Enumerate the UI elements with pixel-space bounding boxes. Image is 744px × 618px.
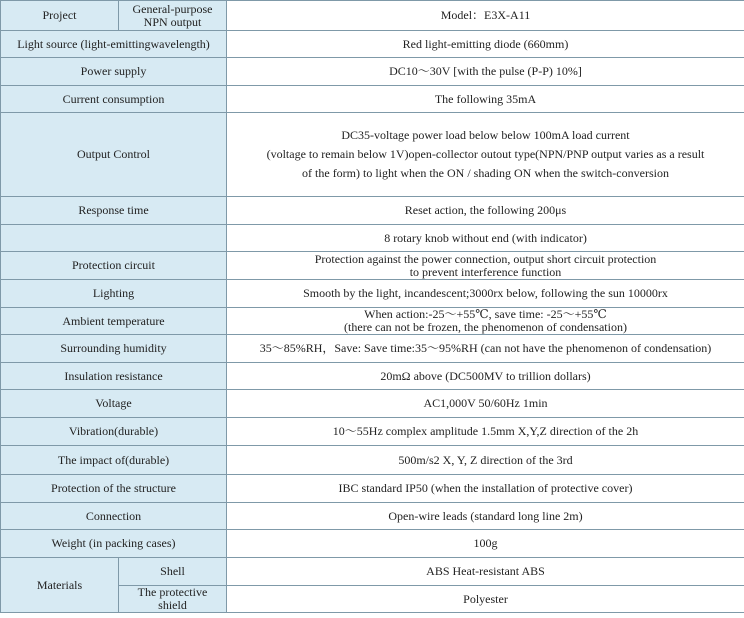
row-value-lighting: Smooth by the light, incandescent;3000rx below, following the sun 10000rx: [227, 280, 744, 308]
table-row: [1, 390, 744, 418]
row-value-response-time: Reset action, the following 200μs: [227, 197, 744, 225]
materials-label: Materials: [1, 558, 119, 613]
row-label-ambient-temperature: Ambient temperature: [1, 308, 227, 335]
table-row: [1, 1, 744, 31]
table-row: [1, 446, 744, 475]
row-value-surrounding-humidity: 35～85%RH，Save: Save time:35～95%RH (can not have the phenomenon of condensation): [227, 335, 744, 363]
table-row: [1, 113, 744, 197]
row-value-vibration: 10～55Hz complex amplitude 1.5mm X,Y,Z direction of the 2h: [227, 418, 744, 446]
table-row: [1, 418, 744, 446]
table-row: [1, 58, 744, 86]
table-row: [1, 530, 744, 558]
row-value-current-consumption: The following 35mA: [227, 86, 744, 113]
row-value-power-supply: DC10～30V [with the pulse (P-P) 10%]: [227, 58, 744, 86]
row-value-impact: 500m/s2 X, Y, Z direction of the 3rd: [227, 446, 744, 475]
table-row: [1, 252, 744, 280]
protection-circuit-line: to prevent interference function: [409, 264, 562, 279]
table-row: [1, 363, 744, 390]
row-label-power-supply: Power supply: [1, 58, 227, 86]
header-output-type: General-purpose NPN output: [119, 1, 227, 31]
model-value: Model：E3X-A11: [227, 1, 744, 31]
row-label-response-time: Response time: [1, 197, 227, 225]
materials-shell-value: ABS Heat-resistant ABS: [227, 558, 744, 586]
table-row: [1, 31, 744, 58]
row-label-lighting: Lighting: [1, 280, 227, 308]
row-value-protection-circuit: [227, 252, 744, 280]
row-value-protection-structure: IBC standard IP50 (when the installation of protective cover): [227, 475, 744, 503]
table-row: [1, 335, 744, 363]
materials-shield-label: The protective shield: [119, 586, 227, 613]
row-label-protection-structure: Protection of the structure: [1, 475, 227, 503]
row-value-connection: Open-wire leads (standard long line 2m): [227, 503, 744, 530]
ambient-temperature-line: When action:-25～+55℃, save time: -25～+55℃: [364, 307, 607, 321]
row-label-voltage: Voltage: [1, 390, 227, 418]
row-value-voltage: AC1,000V 50/60Hz 1min: [227, 390, 744, 418]
row-label-sensitivity: [1, 225, 227, 252]
materials-shield-value: Polyester: [227, 586, 744, 613]
protection-circuit-line: Protection against the power connection, output short circuit protection: [314, 251, 657, 266]
table-row: [1, 558, 744, 586]
table-row: [1, 86, 744, 113]
ambient-temperature-line: (there can not be frozen, the phenomenon of condensation): [344, 320, 627, 334]
row-label-protection-circuit: Protection circuit: [1, 252, 227, 280]
row-value-insulation-resistance: 20mΩ above (DC500MV to trillion dollars): [227, 363, 744, 390]
table-row: [1, 475, 744, 503]
row-label-impact: The impact of(durable): [1, 446, 227, 475]
row-value-ambient-temperature: [227, 308, 744, 335]
output-control-line: DC35-voltage power load below below 100mA load current: [341, 128, 630, 142]
row-label-insulation-resistance: Insulation resistance: [1, 363, 227, 390]
row-label-output-control: Output Control: [1, 113, 227, 197]
table-row: [1, 503, 744, 530]
table-row: [1, 225, 744, 252]
header-project-label: Project: [1, 1, 119, 31]
row-label-weight: Weight (in packing cases): [1, 530, 227, 558]
table-row: [1, 197, 744, 225]
row-value-output-control: [227, 113, 744, 197]
row-label-current-consumption: Current consumption: [1, 86, 227, 113]
row-label-vibration: Vibration(durable): [1, 418, 227, 446]
table-row: [1, 280, 744, 308]
row-value-weight: 100g: [227, 530, 744, 558]
row-label-surrounding-humidity: Surrounding humidity: [1, 335, 227, 363]
output-control-line: (voltage to remain below 1V)open-collector outout type(NPN/PNP output varies as a result: [266, 147, 705, 161]
row-value-light-source: Red light-emitting diode (660mm): [227, 31, 744, 58]
output-control-line: of the form) to light when the ON / shading ON when the switch-conversion: [302, 166, 669, 180]
row-label-light-source: Light source (light-emittingwavelength): [1, 31, 227, 58]
row-value-sensitivity: 8 rotary knob without end (with indicator): [227, 225, 744, 252]
row-label-connection: Connection: [1, 503, 227, 530]
table-row: [1, 308, 744, 335]
materials-shell-label: Shell: [119, 558, 227, 586]
